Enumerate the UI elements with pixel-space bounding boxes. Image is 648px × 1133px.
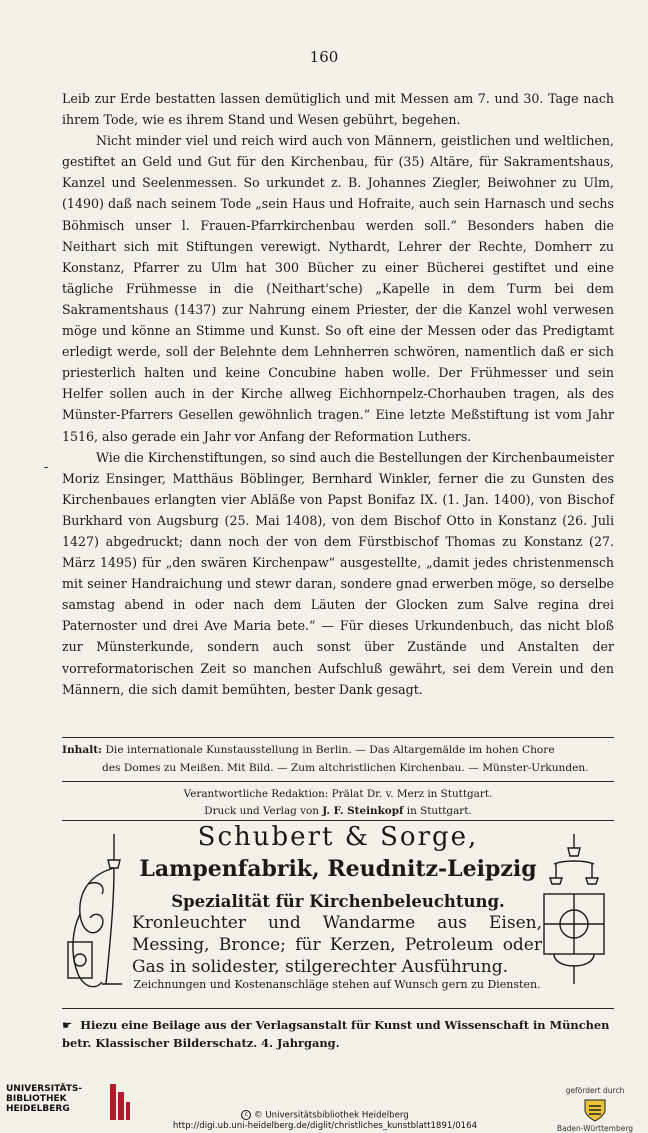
copyright-icon: c: [241, 1110, 251, 1120]
contents-line: des Domes zu Meißen. Mit Bild. — Zum altchristlichen Kirchenbau. — Münster-Urkunden.: [102, 762, 589, 774]
product-description: Kronleuchter und Wandarme aus Eisen, Messing, Bronce; für Kerzen, Petroleum oder Gas in solidester, stilgerechter Ausführung.: [132, 913, 542, 977]
divider: [62, 737, 614, 738]
advertisement: [62, 822, 614, 1004]
supplement-notice: [62, 1016, 614, 1052]
publisher-name: J. F. Steinkopf: [322, 805, 404, 817]
library-name-line: BIBLIOTHEK: [6, 1094, 67, 1104]
library-emblem-icon: [110, 1084, 130, 1120]
copyright-text: © Universitätsbibliothek Heidelberg: [254, 1110, 409, 1121]
copyright-line: [160, 1110, 490, 1121]
margin-mark: -: [44, 460, 49, 475]
library-name-line: UNIVERSITÄTS-: [6, 1084, 83, 1094]
pointing-hand-icon: ☛: [62, 1018, 73, 1032]
wall-lamp-illustration-icon: [62, 834, 126, 996]
divider: [62, 781, 614, 782]
divider: [62, 1008, 614, 1009]
paragraph: Wie die Kirchenstiftungen, so sind auch die Bestellungen der Kirchenbaumeister Moriz Ensinger, Matthäus Böblinger, Bernhard Winkler, ferner die zu Gunsten des Kirchenbaues erlangten vier Abläße von Papst Bonifaz IX. (1. Jan. 1400), von Bischof Burkhard von Augsburg (25. Mai 1408), von dem Bischof Otto in Konstanz (26. Juli 1427) abgedruckt; dann noch der von dem Fürstbischof Thomas zu Konstanz (27. März 1495) für „den swären Kirchenpaw“ ausgestellte, „damit jedes christenmensch mit seiner Handraichung und stewr daran, sondere gnad erwerben möge, so derselbe samstag abend in oder nach dem Läuten der Glocken zum Salve regina drei Paternoster und drei Ave Maria bete.“ — Für dieses Urkundenbuch, das nicht bloß zur Münsterkunde, sondern auch sonst über Zustände und Anstalten der vorreformatorischen Zeit so manchen Aufschluß gewährt, sei dem Verein und den Männern, die sich damit bemühten, bester Dank gesagt.: [62, 449, 614, 697]
table-of-contents: [62, 741, 614, 777]
company-subtitle: Lampenfabrik, Reudnitz-Leipzig: [139, 856, 537, 882]
editor-line: Verantwortliche Redaktion: Prälat Dr. v. Merz in Stuttgart.: [183, 788, 493, 800]
publisher-line: [62, 803, 614, 820]
library-logo[interactable]: [6, 1084, 82, 1114]
contents-label: Inhalt:: [62, 744, 103, 756]
funded-by-text: gefördert durch: [565, 1086, 625, 1095]
specialty-line: Spezialität für Kirchenbeleuchtung.: [171, 892, 505, 911]
service-note: Zeichnungen und Kostenanschläge stehen auf Wunsch gern zu Diensten.: [133, 978, 541, 991]
divider: [62, 820, 614, 821]
funder-name: Baden-Württemberg: [556, 1124, 634, 1133]
funding-credit: [550, 1086, 640, 1133]
page-number: 160: [309, 48, 339, 66]
digitization-footer: [0, 1080, 648, 1131]
library-name-line: HEIDELBERG: [6, 1104, 70, 1114]
imprint: [62, 786, 614, 820]
paragraph: Leib zur Erde bestatten lassen demütiglich und mit Messen am 7. und 30. Tage nach ihrem Tode, wie es ihrem Stand und Wesen gebührt, begehen.: [62, 91, 614, 128]
permalink[interactable]: http://digi.ub.uni-heidelberg.de/diglit/christliches_kunstblatt1891/0164: [172, 1120, 478, 1131]
footer-credits: [160, 1110, 490, 1131]
supplement-text: Hiezu eine Beilage aus der Verlagsanstalt für Kunst und Wissenschaft in München betr. Klassischer Bilderschatz. 4. Jahrgang.: [62, 1018, 610, 1050]
company-name: Schubert & Sorge,: [197, 822, 479, 852]
state-coat-of-arms-icon: [583, 1098, 607, 1122]
publisher-suffix: in Stuttgart.: [406, 805, 472, 817]
article-body: [62, 88, 614, 700]
publisher-prefix: Druck und Verlag von: [204, 805, 319, 817]
paragraph: Nicht minder viel und reich wird auch von Männern, geistlichen und weltlichen, gestiftet an Geld und Gut für den Kirchenbau, für (35) Altäre, für Sakramentshaus, Kanzel und Seelenmessen. So urkundet z. B. Johannes Ziegler, Beiwohner zu Ulm, (1490) daß nach seinem Tode „sein Haus und Hofraite, auch sein Harnasch und sechs Böhmisch unser l. Frauen-Pfarrkirchenbau werden soll.“ Besonders haben die Neithart sich mit Stiftungen verewigt. Nythardt, Lehrer der Rechte, Domherr zu Konstanz, Pfarrer zu Ulm hat 300 Bücher zu einer Bücherei gestiftet und eine tägliche Frühmesse in die (Neithart'sche) „Kapelle in dem Turm bei dem Sakramentshaus (1437) zur Nahrung einem Priester, der die Kanzel wohl verwesen möge und könne an Stimme und Kunst. So oft eine der Messen oder das Predigtamt erledigt werde, soll der Belehnte dem Lehnherren schwören, namentlich daß er sich priesterlich halten und keine Concubine haben wolle. Der Frühmesser und sein Helfer sollen auch in der Kirche allweg Eichhornpelz-Chorhauben tragen, als des Münster-Pfarrers Gesellen gewöhnlich tragen.“ Eine letzte Meßstiftung ist vom Jahr 1516, also gerade ein Jahr vor Anfang der Reformation Luthers.: [62, 133, 614, 444]
contents-line: Die internationale Kunstausstellung in Berlin. — Das Altargemälde im hohen Chore: [105, 744, 555, 756]
